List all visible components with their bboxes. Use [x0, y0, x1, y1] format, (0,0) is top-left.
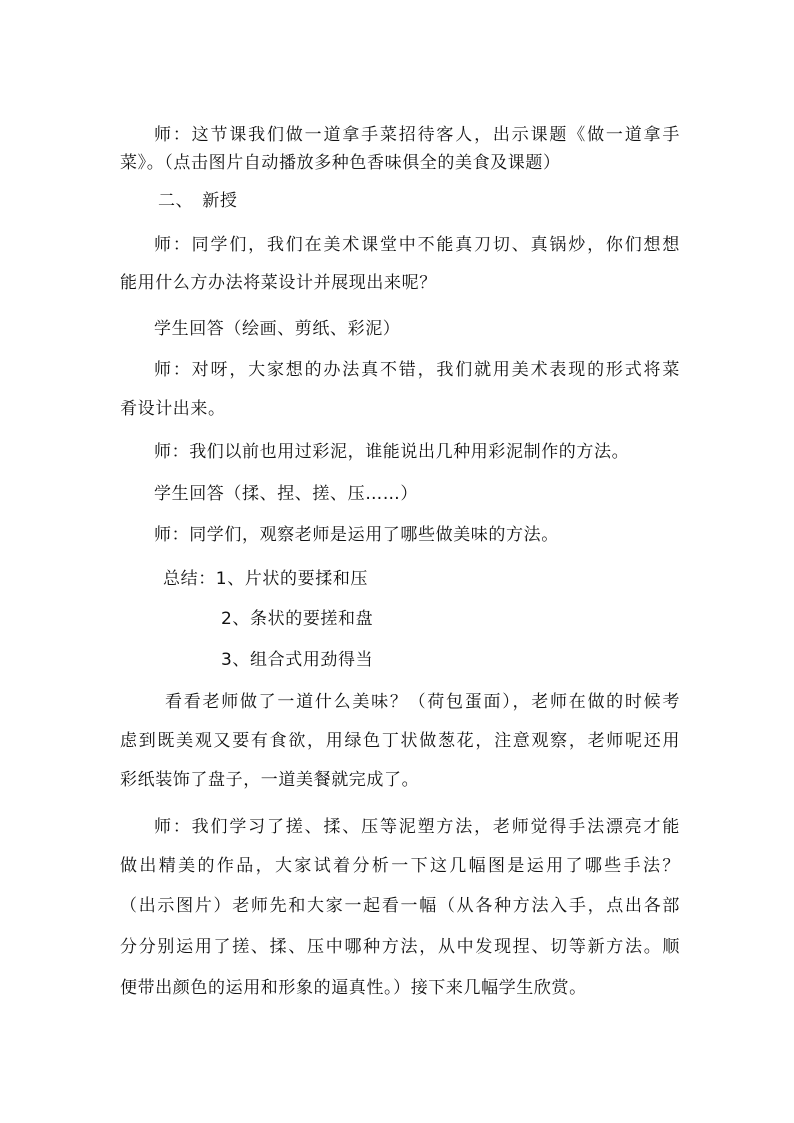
paragraph-line-5: 学生回答（绘画、剪纸、彩泥） — [154, 319, 401, 339]
paragraph-line-11: 看看老师做了一道什么美味？（荷包蛋面），老师在做的时候考 — [165, 692, 680, 712]
paragraph-line-4: 能用什么方办法将菜设计并展现出来呢？ — [120, 273, 437, 293]
paragraph-line-10: 师：同学们，观察老师是运用了哪些做美味的方法。 — [154, 525, 559, 545]
summary-line-1: 总结：1、片状的要揉和压 — [163, 569, 369, 589]
paragraph-line-12: 虑到既美观又要有食欲，用绿色丁状做葱花，注意观察，老师呢还用 — [120, 731, 680, 751]
paragraph-line-16: （出示图片）老师先和大家一起看一幅（从各种方法入手，点出各部 — [120, 896, 680, 916]
paragraph-line-6: 师：对呀，大家想的办法真不错，我们就用美术表现的形式将菜 — [154, 360, 680, 380]
paragraph-line-3: 师：同学们，我们在美术课堂中不能真刀切、真锅炒，你们想想 — [154, 235, 680, 255]
paragraph-line-9: 学生回答（揉、捏、搓、压……） — [154, 484, 418, 504]
summary-line-3: 3、组合式用劲得当 — [221, 650, 374, 670]
paragraph-line-2: 菜》。（点击图片自动播放多种色香味俱全的美食及课题） — [120, 153, 561, 173]
paragraph-line-18: 便带出颜色的运用和形象的逼真性。）接下来几幅学生欣赏。 — [120, 978, 587, 998]
paragraph-line-7: 肴设计出来。 — [120, 399, 226, 419]
paragraph-line-17: 分分别运用了搓、揉、压中哪种方法，从中发现捏、切等新方法。顺 — [120, 937, 680, 957]
paragraph-line-1: 师：这节课我们做一道拿手菜招待客人，出示课题《做一道拿手 — [154, 125, 680, 145]
paragraph-line-14: 师：我们学习了搓、揉、压等泥塑方法，老师觉得手法漂亮才能 — [154, 817, 680, 837]
paragraph-line-15: 做出精美的作品，大家试着分析一下这几幅图是运用了哪些手法？ — [120, 856, 680, 876]
section-heading: 二、 新授 — [158, 191, 238, 211]
paragraph-line-8: 师：我们以前也用过彩泥，谁能说出几种用彩泥制作的方法。 — [154, 442, 630, 462]
summary-line-2: 2、条状的要搓和盘 — [221, 609, 374, 629]
paragraph-line-13: 彩纸装饰了盘子，一道美餐就完成了。 — [120, 770, 420, 790]
